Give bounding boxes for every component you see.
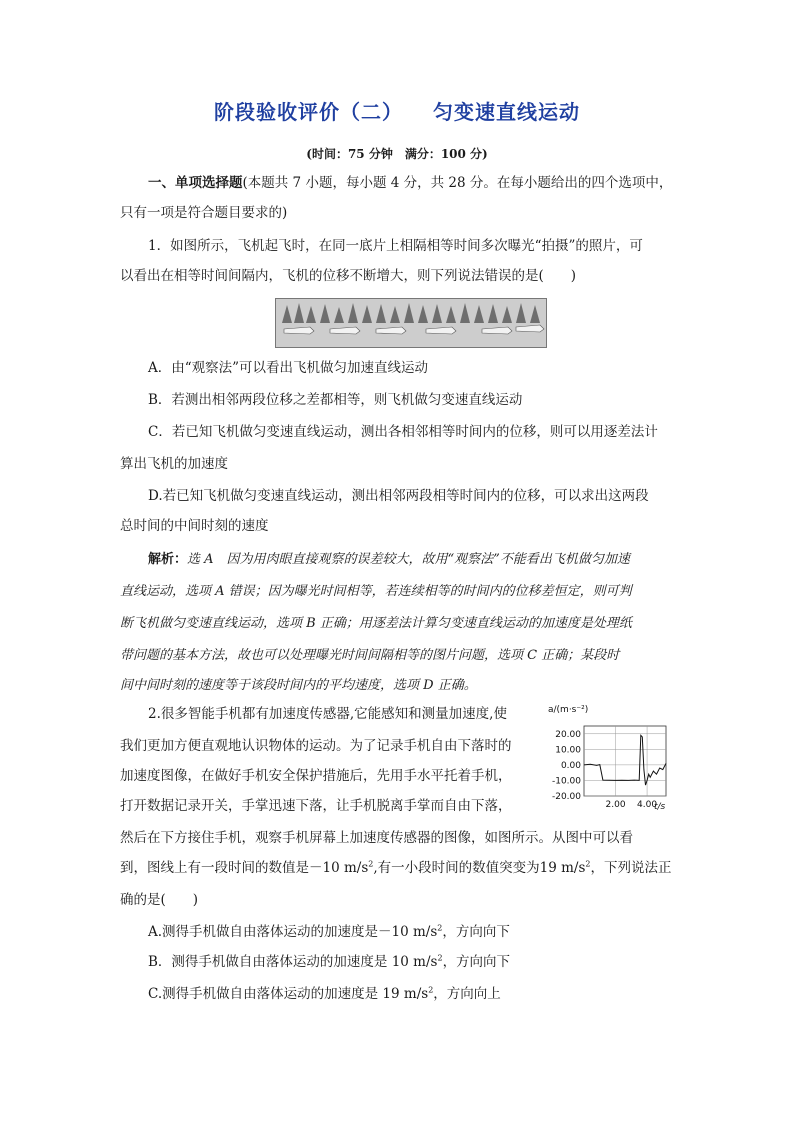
q1-option-d-line1: D.若已知飞机做匀变速直线运动，测出相邻两段相等时间内的位移，可以求出这两段 <box>148 488 649 504</box>
q2-stem-line6: 到，图线上有一段时间的数值是－10 $m/s^2$,有一小段时间的数值突变为19 $m/s^2$，下列说法正 <box>120 859 672 876</box>
y-tick-label: 0.00 <box>560 760 581 771</box>
q1-solution-line1 <box>148 550 630 570</box>
section-heading <box>148 173 672 193</box>
section-heading-line2: 只有一项是符合题目要求的) <box>120 205 288 221</box>
q2-stem-line5: 然后在下方接住手机，观察手机屏幕上加速度传感器的图像，如图所示。从图中可以看 <box>120 830 633 846</box>
q1-solution-line3: 断飞机做匀变速直线运动，选项 B 正确；用逐差法计算匀变速直线运动的加速度是处理纸 <box>120 616 632 631</box>
acceleration-chart <box>538 702 678 814</box>
q1-option-b: B．若测出相邻两段位移之差都相等，则飞机做匀变速直线运动 <box>148 392 523 408</box>
q1-option-c-line1: C．若已知飞机做匀变速直线运动，测出各相邻相等时间内的位移，则可以用逐差法计 <box>148 424 658 440</box>
q1-solution-line5: 间中间时刻的速度等于该段时间内的平均速度，选项 D 正确。 <box>120 678 477 693</box>
x-axis-label: t/s <box>654 802 666 812</box>
x-tick-label: 2.00 <box>605 800 626 810</box>
y-axis-label: a/(m·s⁻²) <box>548 705 589 715</box>
chart-frame <box>584 726 666 796</box>
q1-stem-line2: 以看出在相等时间间隔内，飞机的位移不断增大，则下列说法错误的是( ) <box>120 268 577 284</box>
section-heading-rest: (本题共 7 小题，每小题 4 分，共 28 分。在每小题给出的四个选项中， <box>242 175 673 191</box>
q2-stem-line4: 打开数据记录开关，手掌迅速下落，让手机脱离手掌而自由下落， <box>120 798 512 814</box>
section-heading-bold: 一、单项选择题 <box>148 175 243 191</box>
q2-stem-line7: 确的是( ) <box>120 892 199 908</box>
solution-label: 解析： <box>148 552 188 567</box>
y-tick-label: -20.00 <box>551 792 581 802</box>
q1-solution-line2: 直线运动，选项 A 错误；因为曝光时间相等，若连续相等的时间内的位移差恒定，则可判 <box>120 584 632 599</box>
q1-solution-line4: 带问题的基本方法，故也可以处理曝光时间间隔相等的图片问题，选项 C 正确；某段时 <box>120 648 620 663</box>
y-tick-label: 20.00 <box>555 729 581 740</box>
airplane-photo-figure <box>275 298 547 348</box>
x-tick-label: 4.00 <box>637 800 658 810</box>
y-tick-label: -10.00 <box>551 776 581 787</box>
q2-option-b: B．测得手机做自由落体运动的加速度是 10 $m/s^2$，方向向下 <box>148 953 511 970</box>
title-topic: 匀变速直线运动 <box>433 100 580 124</box>
time-score-info: (时间：75 分钟 满分：100 分) <box>306 147 488 161</box>
q2-option-a: A.测得手机做自由落体运动的加速度是－10 $m/s^2$，方向向下 <box>148 923 510 940</box>
q2-stem-line2: 我们更加方便直观地认识物体的运动。为了记录手机自由下落时的 <box>120 738 512 754</box>
q1-stem-line1: 1．如图所示，飞机起飞时，在同一底片上相隔相等时间多次曝光“拍摄”的照片，可 <box>148 238 643 254</box>
q1-option-d-line2: 总时间的中间时刻的速度 <box>120 518 269 534</box>
q2-stem-line1: 2.很多智能手机都有加速度传感器,它能感知和测量加速度,使 <box>148 706 507 722</box>
page-title <box>0 96 794 125</box>
y-tick-label: 10.00 <box>555 745 581 756</box>
q2-option-c: C.测得手机做自由落体运动的加速度是 19 $m/s^2$，方向向上 <box>148 985 501 1002</box>
q1-option-c-line2: 算出飞机的加速度 <box>120 456 228 472</box>
q1-option-a: A．由“观察法”可以看出飞机做匀加速直线运动 <box>148 360 429 376</box>
acceleration-series-line <box>584 735 666 785</box>
q2-stem-line3: 加速度图像，在做好手机安全保护措施后，先用手水平托着手机， <box>120 768 512 784</box>
title-main: 阶段验收评价（二） <box>214 100 403 124</box>
solution-text-1: 选 A 因为用肉眼直接观察的误差较大，故用“观察法”不能看出飞机做匀加速 <box>187 552 630 567</box>
